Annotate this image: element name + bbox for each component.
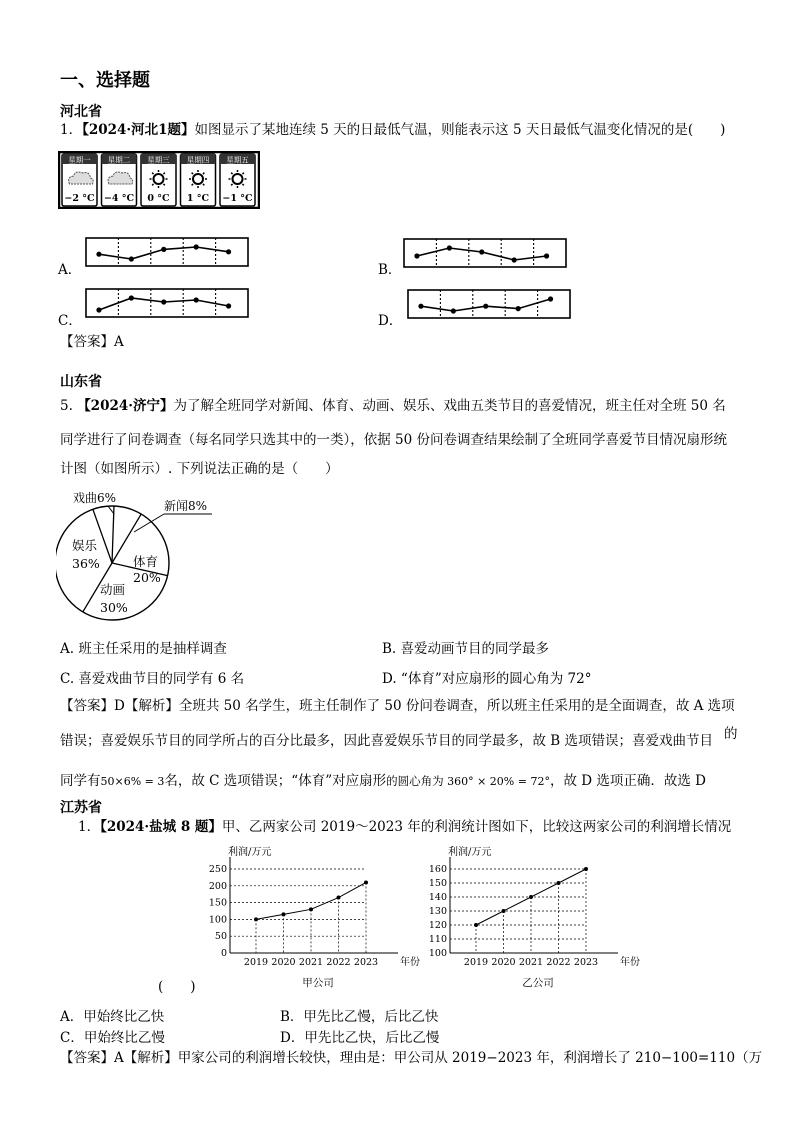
chart-xtick: 2019 <box>243 957 269 968</box>
chart-ytick: 100 <box>428 948 447 959</box>
pie-label-yule-pct: 36% <box>72 556 100 571</box>
chart-ytick: 150 <box>208 897 227 909</box>
weather-day-label: 星期三 <box>147 155 170 165</box>
option-point <box>544 253 549 258</box>
chart-ytick: 100 <box>208 914 227 926</box>
sun-ray <box>231 184 232 185</box>
chart-title: 甲公司 <box>302 977 334 989</box>
weather-temp: 0 °C <box>147 193 170 204</box>
option-5b: B. 喜爱动画节目的同学最多 <box>382 641 550 657</box>
province-jiangsu: 江苏省 <box>60 800 102 816</box>
option-point <box>226 249 231 254</box>
sun-ray <box>163 173 164 174</box>
option-c-graph <box>84 287 252 319</box>
weather-temp: 1 °C <box>186 193 210 204</box>
question-js-paren: ( ) <box>158 979 196 995</box>
pie-label-donghua-pct: 30% <box>100 600 128 615</box>
option-c-label: C． <box>58 313 82 329</box>
option-point <box>483 304 488 309</box>
answer-q5-line2: 错误；喜爱娱乐节目的同学所占的百分比最多，因此喜爱娱乐节目的同学最多，故 B 选项错误；喜爱戏曲节目 <box>60 733 714 749</box>
pie-label-yule: 娱乐 <box>72 538 98 553</box>
option-point <box>161 299 166 304</box>
option-point <box>129 256 134 261</box>
option-js-d: D．甲先比乙快，后比乙慢 <box>280 1030 440 1046</box>
option-point <box>194 297 199 302</box>
weather-temp: −2 °C <box>64 193 95 204</box>
chart-point <box>282 912 286 916</box>
option-point <box>548 296 553 301</box>
sun-ray <box>203 184 204 185</box>
option-point <box>516 306 521 311</box>
pie-label-donghua: 动画 <box>100 582 126 597</box>
chart-point <box>584 867 588 871</box>
sun-ray <box>203 173 204 174</box>
option-js-b: B．甲先比乙慢，后比乙快 <box>280 1009 439 1025</box>
question-5-line3: 计图（如图所示）. 下列说法正确的是（ ） <box>60 461 339 477</box>
pie-label-tiyu-pct: 20% <box>133 570 161 585</box>
chart-xtick: 2022 <box>546 957 571 968</box>
chart-ytick: 0 <box>220 948 227 959</box>
province-shandong: 山东省 <box>60 374 102 390</box>
option-point <box>451 308 456 313</box>
chart-jia <box>200 840 420 990</box>
option-point <box>96 307 101 312</box>
weather-day-label: 星期二 <box>107 155 131 165</box>
option-point <box>418 304 423 309</box>
chart-ytick: 150 <box>428 878 447 889</box>
chart-xtick: 2023 <box>353 957 379 968</box>
chart-xlabel: 年份 <box>400 957 420 968</box>
chart-ytick: 160 <box>428 864 447 875</box>
answer-js: 【答案】A【解析】甲家公司的利润增长较快，理由是：甲公司从 2019−2023 年，利润增长了 210−100=110（万 <box>60 1050 763 1066</box>
chart-title: 乙公司 <box>522 977 554 989</box>
sun-ray <box>231 173 232 174</box>
option-a-graph <box>84 236 252 268</box>
chart-ylabel: 利润/万元 <box>448 847 492 858</box>
chart-point <box>529 895 533 899</box>
option-point <box>447 245 452 250</box>
answer-q5-line3: 同学有50×6% = 3名，故 C 选项错误；“体育”对应扇形的圆心角为 360° × 20% = 72°，故 D 选项正确．故选 D <box>60 773 706 789</box>
question-js-stem: 1．【2024·盐城 8 题】甲、乙两家公司 2019～2023 年的利润统计图如下，比较这两家公司的利润增长情况 <box>78 819 732 835</box>
answer-q1: 【答案】A <box>60 334 124 350</box>
sun-ray <box>242 173 243 174</box>
sun-ray <box>192 173 193 174</box>
chart-xtick: 2022 <box>326 957 351 968</box>
option-d-label: D． <box>378 313 403 329</box>
pie-label-xiqu: 戏曲6% <box>73 491 117 505</box>
chart-point <box>474 923 478 927</box>
chart-xlabel: 年份 <box>620 957 640 968</box>
pie-label-xinwen: 新闻8% <box>164 499 208 513</box>
province-hebei: 河北省 <box>60 104 102 120</box>
chart-point <box>309 907 313 911</box>
chart-yi <box>420 840 650 990</box>
option-point <box>161 247 166 252</box>
pie-chart <box>56 484 226 624</box>
option-point <box>194 244 199 249</box>
chart-ytick: 130 <box>428 906 447 917</box>
chart-ytick: 50 <box>214 931 227 943</box>
chart-point <box>254 917 258 921</box>
option-js-c: C．甲始终比乙慢 <box>60 1030 165 1046</box>
option-frame <box>86 289 248 317</box>
option-point <box>129 295 134 300</box>
answer-q5-line1: 【答案】D【解析】全班共 50 名学生，班主任制作了 50 份问卷调查，所以班主任采用的是全面调查，故 A 选项 <box>60 698 735 714</box>
option-point <box>512 257 517 262</box>
weather-strip <box>58 151 260 209</box>
chart-ytick: 200 <box>208 880 227 892</box>
sun-ray <box>242 184 243 185</box>
question-1-stem: 1．【2024·河北1题】如图显示了某地连续 5 天的日最低气温，则能表示这 5 天日最低气温变化情况的是( ) <box>60 122 726 138</box>
answer-q5-de: 的 <box>724 726 738 742</box>
chart-ytick: 140 <box>428 892 447 903</box>
chart-ytick: 110 <box>428 934 447 945</box>
pie-label-tiyu: 体育 <box>133 554 159 569</box>
section-title: 一、选择题 <box>60 70 150 91</box>
question-5-line2: 同学进行了问卷调查（每名同学只选其中的一类），依据 50 份问卷调查结果绘制了全班同学喜爱节目情况扇形统 <box>60 432 728 448</box>
chart-xtick: 2021 <box>518 957 544 968</box>
chart-point <box>557 881 561 885</box>
chart-xtick: 2023 <box>573 957 599 968</box>
chart-point <box>364 880 368 884</box>
sun-ray <box>152 184 153 185</box>
chart-xtick: 2021 <box>298 957 324 968</box>
sun-ray <box>192 184 193 185</box>
weather-temp: −1 °C <box>222 193 253 204</box>
weather-temp: −4 °C <box>103 193 135 204</box>
question-5-line1: 5. 【2024·济宁】为了解全班同学对新闻、体育、动画、娱乐、戏曲五类节目的喜爱情况，班主任对全班 50 名 <box>60 398 726 414</box>
option-frame <box>408 290 570 318</box>
option-5a: A. 班主任采用的是抽样调查 <box>60 641 227 657</box>
chart-xtick: 2020 <box>271 957 296 968</box>
option-5c: C. 喜爱戏曲节目的同学有 6 名 <box>60 671 245 687</box>
chart-ytick: 120 <box>428 920 447 931</box>
option-frame <box>86 238 248 266</box>
weather-cards <box>58 151 260 209</box>
option-point <box>96 252 101 257</box>
weather-day-label: 星期四 <box>186 155 210 165</box>
chart-point <box>502 909 506 913</box>
option-a-label: A． <box>58 262 82 278</box>
chart-point <box>337 896 341 900</box>
option-5d: D. “体育”对应扇形的圆心角为 72° <box>382 671 592 687</box>
option-point <box>226 303 231 308</box>
weather-day-label: 星期一 <box>68 155 91 165</box>
option-b-label: B． <box>378 262 402 278</box>
option-b-graph <box>402 237 570 269</box>
sun-ray <box>152 173 153 174</box>
sun-ray <box>163 184 164 185</box>
option-point <box>479 249 484 254</box>
weather-day-label: 星期五 <box>226 155 249 165</box>
chart-xtick: 2020 <box>491 957 516 968</box>
option-d-graph <box>406 288 574 320</box>
chart-xtick: 2019 <box>463 957 489 968</box>
option-point <box>414 253 419 258</box>
chart-ylabel: 利润/万元 <box>228 847 272 858</box>
chart-ytick: 250 <box>208 864 227 875</box>
option-js-a: A．甲始终比乙快 <box>60 1009 165 1025</box>
